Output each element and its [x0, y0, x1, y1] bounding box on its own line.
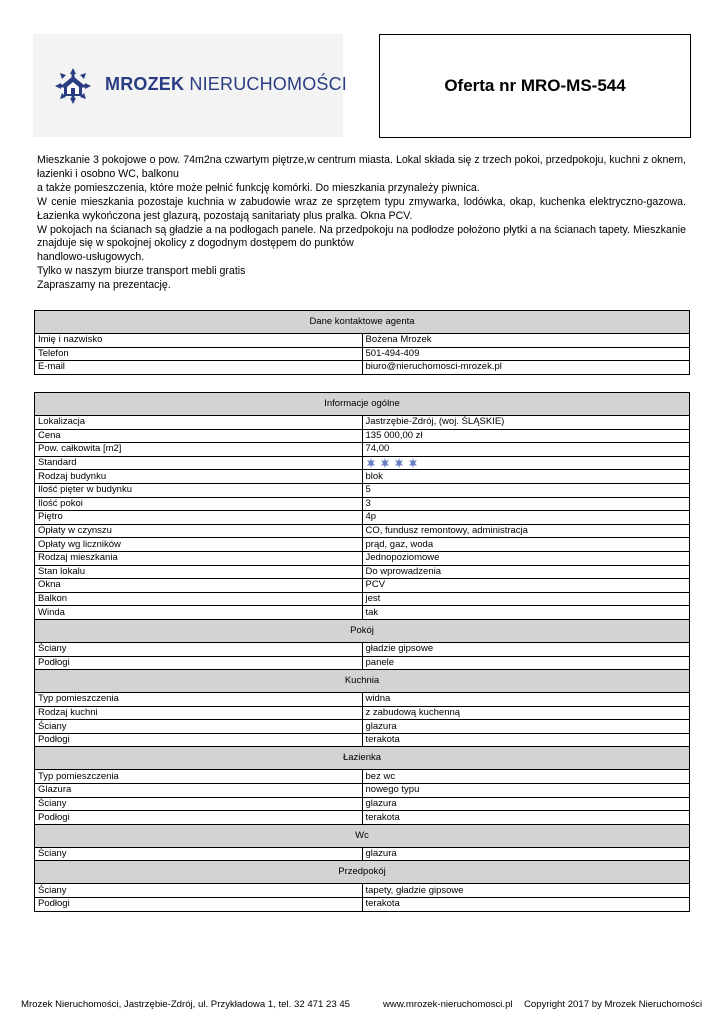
description-line: a także pomieszczenia, które może pełnić funkcję komórki. Do mieszkania przynależy piwnica. [37, 181, 480, 194]
snowflake-star-icon [394, 458, 404, 468]
table-row [35, 811, 690, 825]
section-heading: Kuchnia [35, 670, 690, 693]
row-label: Podłogi [35, 656, 363, 670]
row-value: terakota [362, 898, 690, 912]
row-label: Podłogi [35, 733, 363, 747]
row-label: E-mail [35, 361, 363, 375]
row-value: terakota [362, 811, 690, 825]
table-row [35, 706, 690, 720]
row-value: blok [362, 470, 690, 484]
logo-text [105, 74, 347, 95]
row-value: 4p [362, 511, 690, 525]
table-row [35, 693, 690, 707]
row-value: widna [362, 693, 690, 707]
row-label: Telefon [35, 347, 363, 361]
company-logo [33, 34, 348, 137]
offer-box [379, 34, 691, 138]
table-row [35, 884, 690, 898]
offer-title: Oferta nr MRO-MS-544 [444, 76, 626, 95]
table-row [35, 416, 690, 430]
section-heading: Przedpokój [35, 861, 690, 884]
row-value: 74,00 [362, 443, 690, 457]
snowflake-star-icon [408, 458, 418, 468]
description-line: Mieszkanie 3 pokojowe o pow. 74m2na czwartym piętrze,w centrum miasta. Lokal składa się z trzech pokoi, przedpokoju, kuchni z oknem, łazienki i osobno WC, balkonu [37, 154, 686, 180]
footer-copyright: Copyright 2017 by Mrozek Nieruchomości [524, 999, 703, 1010]
snowflake-star-icon [366, 458, 376, 468]
row-value [362, 456, 690, 470]
row-label: Standard [35, 456, 363, 470]
table-row [35, 483, 690, 497]
row-label: Okna [35, 579, 363, 593]
table-row [35, 606, 690, 620]
row-label: Ściany [35, 642, 363, 656]
table-row [35, 579, 690, 593]
table-row [35, 797, 690, 811]
table-row [35, 443, 690, 457]
footer-website: www.mrozek-nieruchomosci.pl [383, 999, 513, 1010]
table-row [35, 524, 690, 538]
row-label: Typ pomieszczenia [35, 770, 363, 784]
table-row [35, 642, 690, 656]
row-label: Pow. całkowita [m2] [35, 443, 363, 457]
logo-subtitle: NIERUCHOMOŚCI [189, 74, 348, 94]
agent-contact-table [34, 310, 690, 375]
snowflake-house-icon [53, 66, 93, 106]
table-row [35, 347, 690, 361]
description-line: W cenie mieszkania pozostaje kuchnia w zabudowie wraz ze sprzętem typu zmywarka, lodówka, okap, kuchenka elektryczno-gazowa. Łazienka wykończona jest glazurą, pozostają sanitariaty plus pralka. Okna PCV. [37, 195, 686, 222]
row-label: Balkon [35, 592, 363, 606]
section-heading: Łazienka [35, 747, 690, 770]
description-line: Zapraszamy na prezentację. [37, 279, 171, 292]
section-heading: Pokój [35, 619, 690, 642]
description-line: W pokojach na ścianach są gładzie a na podłogach panele. Na przedpokoju na podłodze położono płytki a na ścianach tapety. Mieszkanie znajduje się w spokojnej okolicy z dogodnym dostępem do punktów [37, 223, 686, 250]
row-label: Cena [35, 429, 363, 443]
standard-rating [366, 458, 418, 468]
row-label: Ilość pokoi [35, 497, 363, 511]
table-row [35, 847, 690, 861]
table-row [35, 511, 690, 525]
logo-brand: MROZEK [105, 74, 185, 94]
row-label: Glazura [35, 784, 363, 798]
row-label: Ilość pięter w budynku [35, 483, 363, 497]
row-label: Opłaty w czynszu [35, 524, 363, 538]
row-value: CO, fundusz remontowy, administracja [362, 524, 690, 538]
row-value: z zabudową kuchenną [362, 706, 690, 720]
row-label: Ściany [35, 797, 363, 811]
table-row [35, 456, 690, 470]
row-value: Bożena Mrozek [362, 334, 690, 348]
row-label: Piętro [35, 511, 363, 525]
row-value: tapety, gładzie gipsowe [362, 884, 690, 898]
row-label: Imię i nazwisko [35, 334, 363, 348]
table-row [35, 898, 690, 912]
table-row [35, 720, 690, 734]
table-row [35, 497, 690, 511]
row-value: 3 [362, 497, 690, 511]
table-row [35, 656, 690, 670]
table-row [35, 361, 690, 375]
table-row [35, 551, 690, 565]
row-value: prąd, gaz, woda [362, 538, 690, 552]
table-row [35, 565, 690, 579]
row-value: glazura [362, 847, 690, 861]
agent-table-heading: Dane kontaktowe agenta [35, 311, 690, 334]
row-value: bez wc [362, 770, 690, 784]
description-line: Tylko w naszym biurze transport mebli gratis [37, 265, 246, 278]
table-row [35, 784, 690, 798]
row-label: Stan lokalu [35, 565, 363, 579]
table-row [35, 538, 690, 552]
row-label: Podłogi [35, 811, 363, 825]
description-line: handlowo-usługowych. [37, 251, 145, 264]
table-row [35, 334, 690, 348]
row-value: Do wprowadzenia [362, 565, 690, 579]
row-value: jest [362, 592, 690, 606]
row-value: biuro@nieruchomosci-mrozek.pl [362, 361, 690, 375]
row-value: Jednopoziomowe [362, 551, 690, 565]
row-value: terakota [362, 733, 690, 747]
row-label: Podłogi [35, 898, 363, 912]
table-row [35, 770, 690, 784]
row-label: Ściany [35, 847, 363, 861]
row-value: panele [362, 656, 690, 670]
row-value: 501-494-409 [362, 347, 690, 361]
table-row [35, 429, 690, 443]
table-row [35, 592, 690, 606]
info-table-heading: Informacje ogólne [35, 393, 690, 416]
table-row [35, 470, 690, 484]
row-value: glazura [362, 720, 690, 734]
row-value: PCV [362, 579, 690, 593]
row-label: Typ pomieszczenia [35, 693, 363, 707]
row-value: nowego typu [362, 784, 690, 798]
row-label: Rodzaj budynku [35, 470, 363, 484]
table-row [35, 733, 690, 747]
row-label: Rodzaj kuchni [35, 706, 363, 720]
row-label: Opłaty wg liczników [35, 538, 363, 552]
row-value: gładzie gipsowe [362, 642, 690, 656]
row-label: Winda [35, 606, 363, 620]
row-label: Ściany [35, 720, 363, 734]
row-value: tak [362, 606, 690, 620]
row-label: Ściany [35, 884, 363, 898]
row-label: Lokalizacja [35, 416, 363, 430]
footer-company: Mrozek Nieruchomości, Jastrzębie-Zdrój, ul. Przykładowa 1, tel. 32 471 23 45 [21, 999, 350, 1010]
row-value: glazura [362, 797, 690, 811]
row-value: 5 [362, 483, 690, 497]
snowflake-star-icon [380, 458, 390, 468]
general-info-table [34, 392, 690, 912]
row-value: 135 000,00 zł [362, 429, 690, 443]
row-label: Rodzaj mieszkania [35, 551, 363, 565]
description [37, 154, 686, 293]
section-heading: Wc [35, 824, 690, 847]
row-value: Jastrzębie-Zdrój, (woj. ŚLĄSKIE) [362, 416, 690, 430]
